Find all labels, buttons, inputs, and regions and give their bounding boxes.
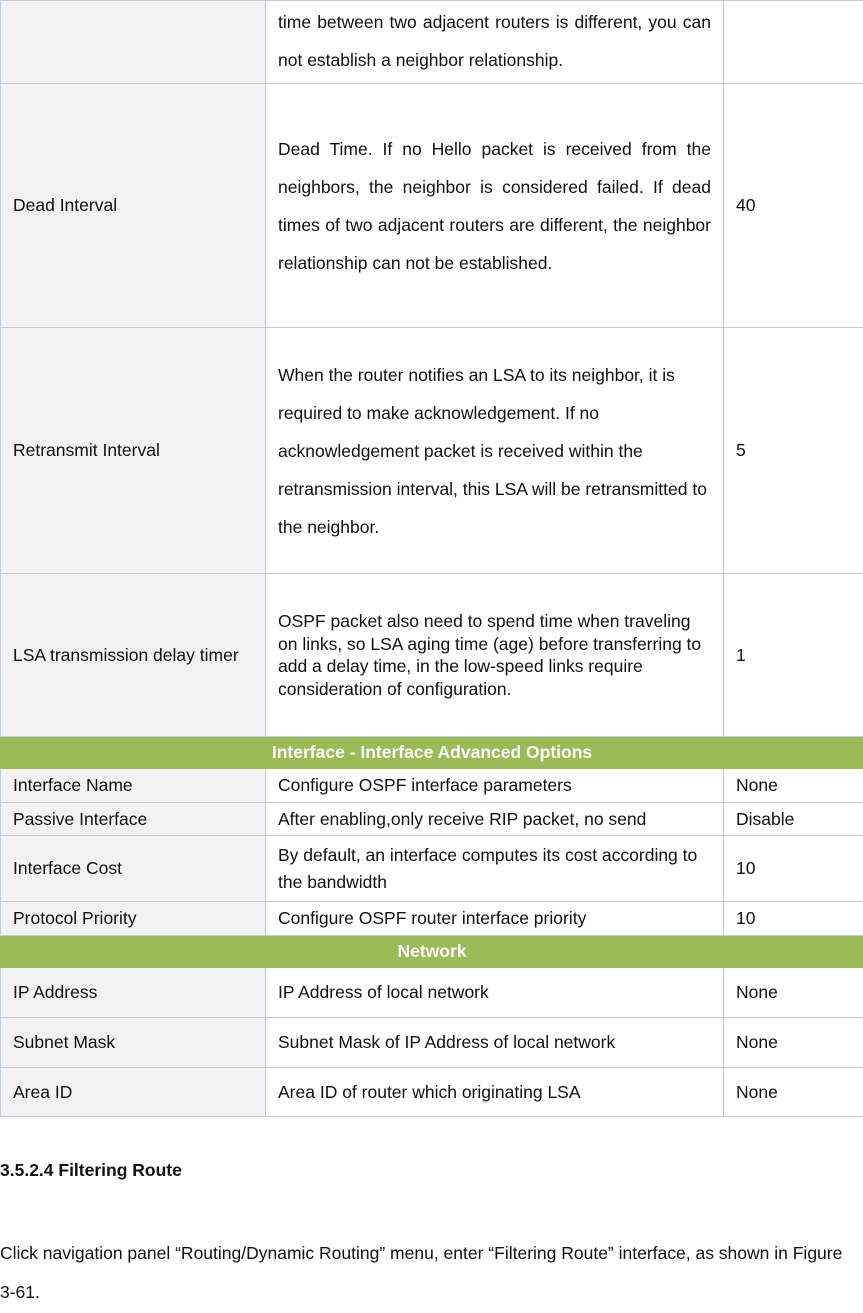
table-row	[1, 968, 863, 1018]
param-default: None	[724, 968, 863, 1018]
param-name: Retransmit Interval	[1, 328, 266, 574]
param-default: 1	[724, 574, 863, 737]
param-description: After enabling,only receive RIP packet, no send	[266, 803, 724, 836]
table-row	[1, 803, 863, 836]
table-row	[1, 902, 863, 936]
table-row	[1, 836, 863, 902]
param-default: None	[724, 1068, 863, 1117]
param-default: 10	[724, 902, 863, 936]
table-row	[1, 1068, 863, 1117]
param-description: Configure OSPF interface parameters	[266, 769, 724, 803]
param-default: None	[724, 1018, 863, 1068]
param-name: Area ID	[1, 1068, 266, 1117]
param-default: 40	[724, 84, 863, 328]
param-default	[724, 1, 863, 84]
param-description: Configure OSPF router interface priority	[266, 902, 724, 936]
param-description: Area ID of router which originating LSA	[266, 1068, 724, 1117]
param-description: Subnet Mask of IP Address of local network	[266, 1018, 724, 1068]
param-description: IP Address of local network	[266, 968, 724, 1018]
section-header	[1, 936, 863, 968]
param-name: Interface Cost	[1, 836, 266, 902]
param-name: Passive Interface	[1, 803, 266, 836]
table-row	[1, 769, 863, 803]
param-default: Disable	[724, 803, 863, 836]
param-name: IP Address	[1, 968, 266, 1018]
param-description: Dead Time. If no Hello packet is received from the neighbors, the neighbor is considered failed. If dead times of two adjacent routers are different, the neighbor relationship can not be established.	[266, 84, 724, 328]
param-name: Dead Interval	[1, 84, 266, 328]
table-row	[1, 84, 863, 328]
table-row	[1, 1018, 863, 1068]
param-default: 10	[724, 836, 863, 902]
param-default: 5	[724, 328, 863, 574]
table-row	[1, 1, 863, 84]
table-row	[1, 574, 863, 737]
param-name: Protocol Priority	[1, 902, 266, 936]
body-paragraph: Click navigation panel “Routing/Dynamic Routing” menu, enter “Filtering Route” interface, as shown in Figure 3-61.	[0, 1243, 843, 1302]
section-header	[1, 737, 863, 769]
param-description: When the router notifies an LSA to its neighbor, it is required to make acknowledgement. If no acknowledgement packet is received within the retransmission interval, this LSA will be retransmitted to the neighbor.	[266, 328, 724, 574]
param-description: OSPF packet also need to spend time when traveling on links, so LSA aging time (age) before transferring to add a delay time, in the low-speed links require consideration of configuration.	[266, 574, 724, 737]
section-title: Network	[1, 936, 863, 968]
table-row	[1, 328, 863, 574]
param-name: Interface Name	[1, 769, 266, 803]
param-description: By default, an interface computes its cost according to the bandwidth	[266, 836, 724, 902]
section-title: Interface - Interface Advanced Options	[1, 737, 863, 769]
param-name: Subnet Mask	[1, 1018, 266, 1068]
param-default: None	[724, 769, 863, 803]
param-description: time between two adjacent routers is different, you can not establish a neighbor relationship.	[266, 1, 724, 84]
section-heading: 3.5.2.4 Filtering Route	[0, 1160, 182, 1180]
param-name	[1, 1, 266, 84]
param-name: LSA transmission delay timer	[1, 574, 266, 737]
